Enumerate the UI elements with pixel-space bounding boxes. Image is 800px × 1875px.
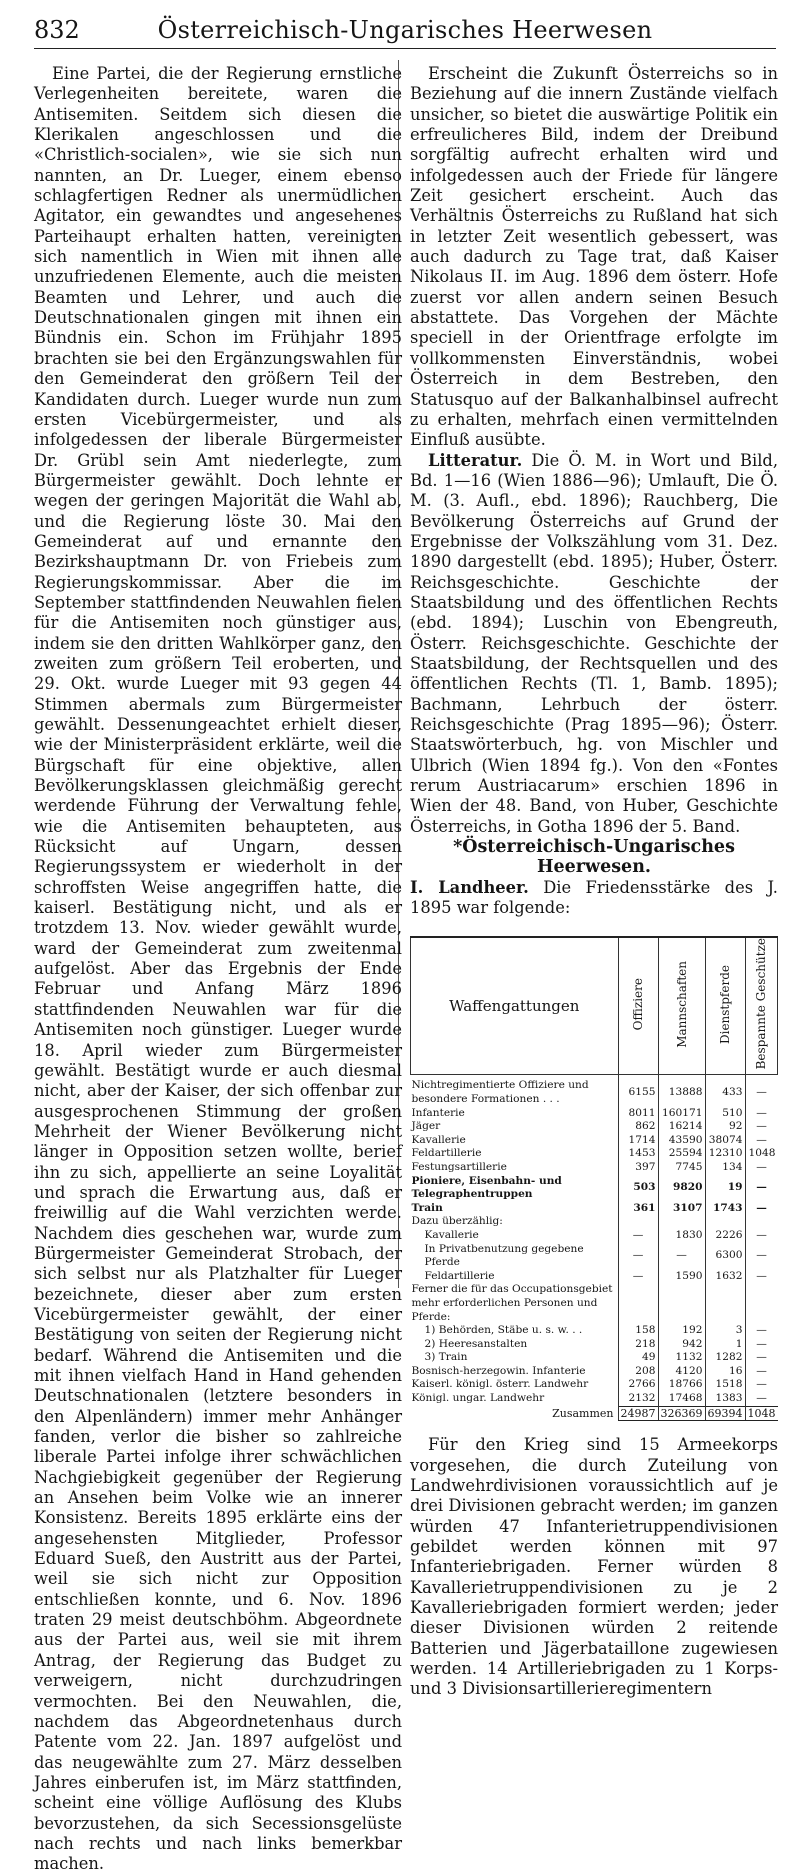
row-value: — (745, 1270, 778, 1284)
row-label: 2) Heeresanstalten (424, 1337, 528, 1350)
total-value: 1048 (745, 1406, 778, 1421)
peace-strength-table (410, 936, 778, 1421)
row-value (705, 1283, 745, 1324)
row-value: 4120 (658, 1365, 705, 1379)
table-row (411, 1378, 778, 1392)
row-value: 3 (705, 1324, 745, 1338)
row-value (705, 1215, 745, 1229)
row-value: 38074 (705, 1134, 745, 1148)
running-title: Österreichisch-Ungarisches Heerwesen (157, 16, 653, 44)
row-value: — (745, 1161, 778, 1175)
row-value (618, 1215, 658, 1229)
row-value (745, 1283, 778, 1324)
row-value: — (745, 1229, 778, 1243)
row-value (658, 1215, 705, 1229)
row-value: — (745, 1338, 778, 1352)
table-row (411, 1161, 778, 1175)
row-value: 361 (618, 1202, 658, 1216)
row-value: 1132 (658, 1351, 705, 1365)
row-value: 134 (705, 1161, 745, 1175)
row-value: 433 (705, 1075, 745, 1107)
row-value: 158 (618, 1324, 658, 1338)
row-value: 6155 (618, 1075, 658, 1107)
page-header (34, 14, 776, 49)
row-value: — (745, 1075, 778, 1107)
row-value: — (745, 1324, 778, 1338)
table-row (411, 1324, 778, 1338)
row-value: — (745, 1134, 778, 1148)
table-row (411, 1351, 778, 1365)
left-column (34, 64, 402, 1875)
row-value: — (745, 1378, 778, 1392)
total-label: Zusammen (552, 1406, 614, 1420)
row-label: Kavallerie (411, 1133, 466, 1146)
row-value: 1714 (618, 1134, 658, 1148)
row-label: In Privatbenutzung gegebene Pferde (424, 1242, 584, 1269)
row-value: 1743 (705, 1202, 745, 1216)
total-value: 69394 (705, 1406, 745, 1421)
total-value: 326369 (658, 1406, 705, 1421)
table-row (411, 1283, 778, 1324)
row-label: Infanterie (411, 1106, 465, 1119)
row-label: Kavallerie (424, 1228, 479, 1241)
row-value: 16 (705, 1365, 745, 1379)
header-waffengattungen: Waffengattungen (411, 937, 619, 1074)
row-value: 862 (618, 1120, 658, 1134)
row-value: 503 (618, 1175, 658, 1202)
table-total-row (411, 1406, 778, 1421)
row-value: 7745 (658, 1161, 705, 1175)
table-row (411, 1120, 778, 1134)
table-row (411, 1243, 778, 1270)
row-value: — (745, 1365, 778, 1379)
literature-label: Litteratur. (428, 450, 523, 470)
row-value: — (745, 1392, 778, 1406)
row-value: 192 (658, 1324, 705, 1338)
row-value: 19 (705, 1175, 745, 1202)
row-value: 8011 (618, 1107, 658, 1121)
table-row (411, 1215, 778, 1229)
row-value (658, 1283, 705, 1324)
row-value: — (618, 1243, 658, 1270)
row-value: — (745, 1243, 778, 1270)
row-label: Ferner die für das Occupationsgebiet mehr erforderlichen Personen und Pferde: (411, 1283, 613, 1323)
row-value: 12310 (705, 1147, 745, 1161)
body-paragraph: Erscheint die Zukunft Österreichs so in Beziehung auf die innern Zustände vielfach unsicher, so bietet die auswärtige Politik ein erfreulicheres Bild, indem der Dreibund sorgfältig aufrecht erhalten wird und infolgedessen auch der Friede für längere Zeit gesichert erscheint. Auch das Verhältnis Österreichs zu Rußland hat sich in letzter Zeit wesentlich gebessert, was auch dadurch zu Tage trat, daß Kaiser Nikolaus II. im Aug. 1896 dem österr. Hofe zuerst vor allen andern seinen Besuch abstattete. Das Vorgehen der Mächte speciell in der Orientfrage erfolgte im vollkommensten Einverständnis, wobei Österreich in dem Bestreben, den Statusquo auf der Balkanhalbinsel aufrecht zu erhalten, mehrfach einen vermittelnden Einfluß ausübte. (410, 64, 778, 450)
row-value: — (618, 1270, 658, 1284)
row-value: 18766 (658, 1378, 705, 1392)
subsection-paragraph (410, 878, 778, 919)
row-value (745, 1215, 778, 1229)
header-mannschaften: Mannschaften (658, 937, 705, 1074)
row-value: 16214 (658, 1120, 705, 1134)
row-value: 1453 (618, 1147, 658, 1161)
section-heading: *Österreichisch-Ungarisches Heerwesen. (453, 837, 735, 878)
row-value: — (658, 1243, 705, 1270)
header-offiziere: Offiziere (618, 937, 658, 1074)
row-value: 510 (705, 1107, 745, 1121)
row-label: 3) Train (424, 1351, 468, 1364)
table-row (411, 1107, 778, 1121)
table-header-row (411, 937, 778, 1074)
row-value: 1590 (658, 1270, 705, 1284)
row-value: 208 (618, 1365, 658, 1379)
row-value: 25594 (658, 1147, 705, 1161)
row-value: 160171 (658, 1107, 705, 1121)
row-value: — (745, 1120, 778, 1134)
row-value (618, 1283, 658, 1324)
header-geschuetze: Bespannte Geschütze (745, 937, 778, 1074)
literature-paragraph (410, 451, 778, 838)
row-value: 942 (658, 1338, 705, 1352)
table-row (411, 1338, 778, 1352)
row-label: Train (411, 1201, 443, 1214)
row-value: — (745, 1351, 778, 1365)
table-row (411, 1134, 778, 1148)
row-value: — (745, 1175, 778, 1202)
page-number: 832 (34, 16, 80, 44)
row-label: Festungsartillerie (411, 1160, 507, 1173)
row-value: 43590 (658, 1134, 705, 1148)
row-label: 1) Behörden, Stäbe u. s. w. . . (424, 1324, 583, 1337)
row-value: — (618, 1229, 658, 1243)
row-label: Dazu überzählig: (411, 1215, 503, 1228)
table-row (411, 1202, 778, 1216)
table-row (411, 1075, 778, 1107)
row-label: Bosnisch-herzegowin. Infanterie (411, 1364, 586, 1377)
row-label: Nichtregimentierte Offiziere und besondere Formationen . . . (411, 1079, 589, 1106)
row-value: 1632 (705, 1270, 745, 1284)
literature-text: Die Ö. M. in Wort und Bild, Bd. 1—16 (Wien 1886—96); Umlauft, Die Ö. M. (3. Aufl., ebd. 1896); Rauchberg, Die Bevölkerung Österreichs auf Grund der Ergebnisse der Volkszählung vom 31. Dez. 1890 dargestellt (ebd. 1895); Huber, Österr. Reichsgeschichte. Geschichte der Staatsbildung und des öffentlichen Rechts (ebd. 1894); Luschin von Ebengreuth, Österr. Reichsgeschichte. Geschichte der Staatsbildung, der Rechtsquellen und des öffentlichen Rechts (Tl. 1, Bamb. 1895); Bachmann, Lehrbuch der österr. Reichsgeschichte (Prag 1895—96); Österr. Staatswörterbuch, hg. von Mischler und Ulbrich (Wien 1894 fg.). Von den «Fontes rerum Austriacarum» erschien 1896 in Wien der 48. Band, von Huber, Geschichte Österreichs, in Gotha 1896 der 5. Band. (410, 450, 778, 836)
row-label: Jäger (411, 1120, 441, 1133)
row-value: — (745, 1202, 778, 1216)
header-dienstpferde: Dienstpferde (705, 937, 745, 1074)
right-column (410, 64, 778, 1700)
table-row (411, 1175, 778, 1202)
subsection-text: Die Friedensstärke des J. 1895 war folgende: (410, 877, 778, 918)
row-value: 1 (705, 1338, 745, 1352)
row-label: Königl. ungar. Landwehr (411, 1392, 545, 1405)
row-value: 1282 (705, 1351, 745, 1365)
row-value: 9820 (658, 1175, 705, 1202)
row-value: 1830 (658, 1229, 705, 1243)
row-value: 92 (705, 1120, 745, 1134)
row-label: Kaiserl. königl. österr. Landwehr (411, 1378, 589, 1391)
row-value: 6300 (705, 1243, 745, 1270)
row-value: 397 (618, 1161, 658, 1175)
table-row (411, 1147, 778, 1161)
body-paragraph: Eine Partei, die der Regierung ernstliche Verlegenheiten bereitete, waren die Antisemiten. Seitdem sich diesen die Klerikalen angeschlossen und die «Christlich-socialen», wie sie sich nun nannten, an Dr. Lueger, einem ebenso schlagfertigen Redner als unermüdlichen Agitator, ein gewandtes und angesehenes Parteihaupt erhalten hatten, vereinigten sich namentlich in Wien mit ihnen alle unzufriedenen Elemente, auch die meisten Beamten und Lehrer, und auch die Deutschnationalen gingen mit ihnen ein Bündnis ein. Schon im Frühjahr 1895 brachten sie bei den Ergänzungswahlen für den Gemeinderat den größern Teil der Kandidaten durch. Lueger wurde nun zum ersten Vicebürgermeister, und als infolgedessen der liberale Bürgermeister Dr. Grübl sein Amt niederlegte, zum Bürgermeister gewählt. Doch lehnte er wegen der geringen Majorität die Wahl ab, und die Regierung löste 30. Mai den Gemeinderat auf und ernannte den Bezirkshauptmann Dr. von Friebeis zum Regierungskommissar. Aber die im September stattfindenden Neuwahlen fielen für die Antisemiten noch günstiger aus, indem sie den dritten Wahlkörper ganz, den zweiten zum größern Teil eroberten, und 29. Okt. wurde Lueger mit 93 gegen 44 Stimmen abermals zum Bürgermeister gewählt. Dessenungeachtet erhielt dieser, wie der Ministerpräsident erklärte, weil die Bürgschaft für eine objektive, allen Bevölkerungsklassen gleichmäßig gerecht werdende Führung der Verwaltung fehle, wie die Antisemiten behaupteten, aus Rücksicht auf Ungarn, dessen Regierungssystem er wiederholt in der schroffsten Weise angegriffen hatte, die kaiserl. Bestätigung nicht, und als er trotzdem 13. Nov. wieder gewählt wurde, ward der Gemeinderat zum zweitenmal aufgelöst. Aber das Ergebnis der Ende Februar und Anfang März 1896 stattfindenden Neuwahlen war für die Antisemiten noch günstiger. Lueger wurde 18. April wieder zum Bürgermeister gewählt. Bestätigt wurde er auch diesmal nicht, aber der Kaiser, der sich offenbar zur ausgesprochenen Stimmung der großen Mehrheit der Wiener Bevölkerung nicht länger in Opposition setzen wollte, berief ihn zu sich, appellierte an seine Loyalität und sprach die Erwartung aus, daß er freiwillig auf die Wahl verzichten werde. Nachdem dies geschehen war, wurde zum Bürgermeister Gemeinderat Strobach, der sich selbst nur als Platzhalter für Lueger bezeichnete, dieser aber zum ersten Vicebürgermeister gewählt, der einer Bestätigung von seiten der Regierung nicht bedarf. Während die Antisemiten und die mit ihnen vielfach Hand in Hand gehenden Deutschnationalen (letztere besonders in den Alpenländern) immer mehr Anhänger fanden, verlor die bisher so zahlreiche liberale Partei infolge ihrer schwächlichen Nachgiebigkeit gegenüber der Regierung an Ansehen beim Volke wie an innerer Konsistenz. Bereits 1895 erklärte eins der angesehensten Mitglieder, Professor Eduard Sueß, den Austritt aus der Partei, weil sie sich nicht zur Opposition entschließen konnte, und 6. Nov. 1896 traten 29 meist deutschböhm. Abgeordnete aus der Partei aus, weil sie mit ihrem Antrag, der Regierung das Budget zu verweigern, nicht durchzudringen vermochten. Bei den Neuwahlen, die, nachdem das Abgeordnetenhaus durch Patente vom 22. Jan. 1897 aufgelöst und das neugewählte zum 27. März desselben Jahres einberufen ist, im März stattfinden, scheint eine völlige Auflösung des Klubs bevorzustehen, da sich Secessionsgelüste nach rechts und nach links bemerkbar machen. (34, 64, 402, 1874)
table-row (411, 1229, 778, 1243)
row-value: 218 (618, 1338, 658, 1352)
table-row (411, 1392, 778, 1406)
row-value: — (745, 1107, 778, 1121)
row-value: 49 (618, 1351, 658, 1365)
row-value: 1048 (745, 1147, 778, 1161)
row-value: 13888 (658, 1075, 705, 1107)
table-row (411, 1270, 778, 1284)
row-value: 2132 (618, 1392, 658, 1406)
row-value: 2766 (618, 1378, 658, 1392)
row-value: 2226 (705, 1229, 745, 1243)
row-label: Feldartillerie (411, 1147, 482, 1160)
row-value: 17468 (658, 1392, 705, 1406)
table-row (411, 1365, 778, 1379)
body-paragraph: Für den Krieg sind 15 Armeekorps vorgesehen, die durch Zuteilung von Landwehrdivisionen voraussichtlich auf je drei Divisionen gebracht werden; im ganzen würden 47 Infanterietruppendivisionen gebildet werden können mit 97 Infanteriebrigaden. Ferner würden 8 Kavallerietruppendivisionen zu je 2 Kavalleriebrigaden formiert werden; jeder dieser Divisionen würden 2 reitende Batterien und Jägerbataillone zugewiesen werden. 14 Artilleriebrigaden zu 1 Korps- und 3 Divisionsartillerieregimentern (410, 1435, 778, 1699)
subsection-label: I. Landheer. (410, 877, 529, 897)
total-value: 24987 (618, 1406, 658, 1421)
row-value: 1383 (705, 1392, 745, 1406)
row-value: 1518 (705, 1378, 745, 1392)
row-value: 3107 (658, 1202, 705, 1216)
row-label: Feldartillerie (424, 1269, 495, 1282)
row-label: Pioniere, Eisenbahn- und Telegraphentruppen (411, 1174, 562, 1201)
